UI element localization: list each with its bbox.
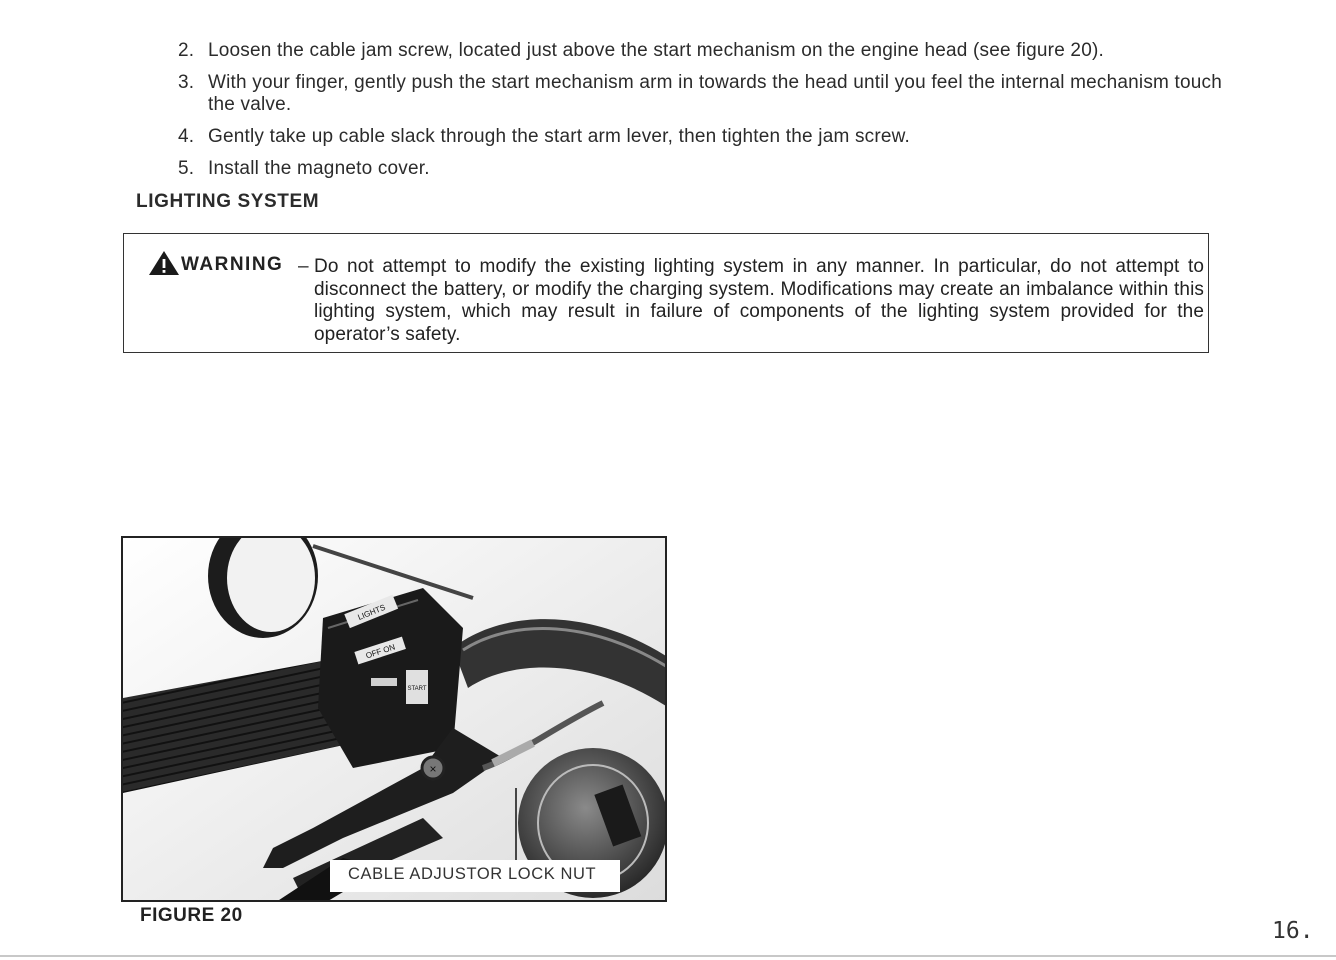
switch-label-off-on: OFF ON <box>364 642 397 661</box>
step-number: 5. <box>178 158 195 179</box>
warning-label: WARNING <box>181 254 284 275</box>
instruction-steps <box>178 40 1238 190</box>
svg-text:×: × <box>429 762 437 776</box>
handlebar-switch-photo <box>123 538 667 902</box>
warning-heading <box>148 250 283 276</box>
figure-20-photo <box>121 536 667 902</box>
step-number: 2. <box>178 40 195 61</box>
figure-callout-label: CABLE ADJUSTOR LOCK NUT <box>330 860 620 892</box>
step-item <box>178 158 1238 180</box>
warning-box <box>123 233 1209 353</box>
section-title: LIGHTING SYSTEM <box>136 191 320 212</box>
step-text: Gently take up cable slack through the start arm lever, then tighten the jam screw. <box>208 126 911 147</box>
page-number: 16. <box>1272 918 1314 944</box>
switch-label-lights: LIGHTS <box>356 602 387 622</box>
warning-dash: – <box>298 256 309 277</box>
step-number: 3. <box>178 72 195 93</box>
step-number: 4. <box>178 126 195 147</box>
step-item <box>178 40 1238 62</box>
step-text: Loosen the cable jam screw, located just above the start mechanism on the engine head (see figure 20). <box>208 40 1104 61</box>
page-bottom-rule <box>0 955 1336 957</box>
step-item <box>178 72 1238 116</box>
step-text: Install the magneto cover. <box>208 158 430 179</box>
step-text: With your finger, gently push the start mechanism arm in towards the head until you feel the internal mechanism touch the valve. <box>208 72 1223 115</box>
warning-text: Do not attempt to modify the existing lighting system in any manner. In particular, do not attempt to disconnect the battery, or modify the charging system. Modifications may create an imbalance within this lighting system, which may result in failure of components of the lighting system provided for the operator’s safety. <box>314 256 1204 345</box>
figure-caption: FIGURE 20 <box>140 905 243 926</box>
switch-label-start: START <box>407 686 427 692</box>
warning-triangle-icon <box>148 250 180 276</box>
step-item <box>178 126 1238 148</box>
